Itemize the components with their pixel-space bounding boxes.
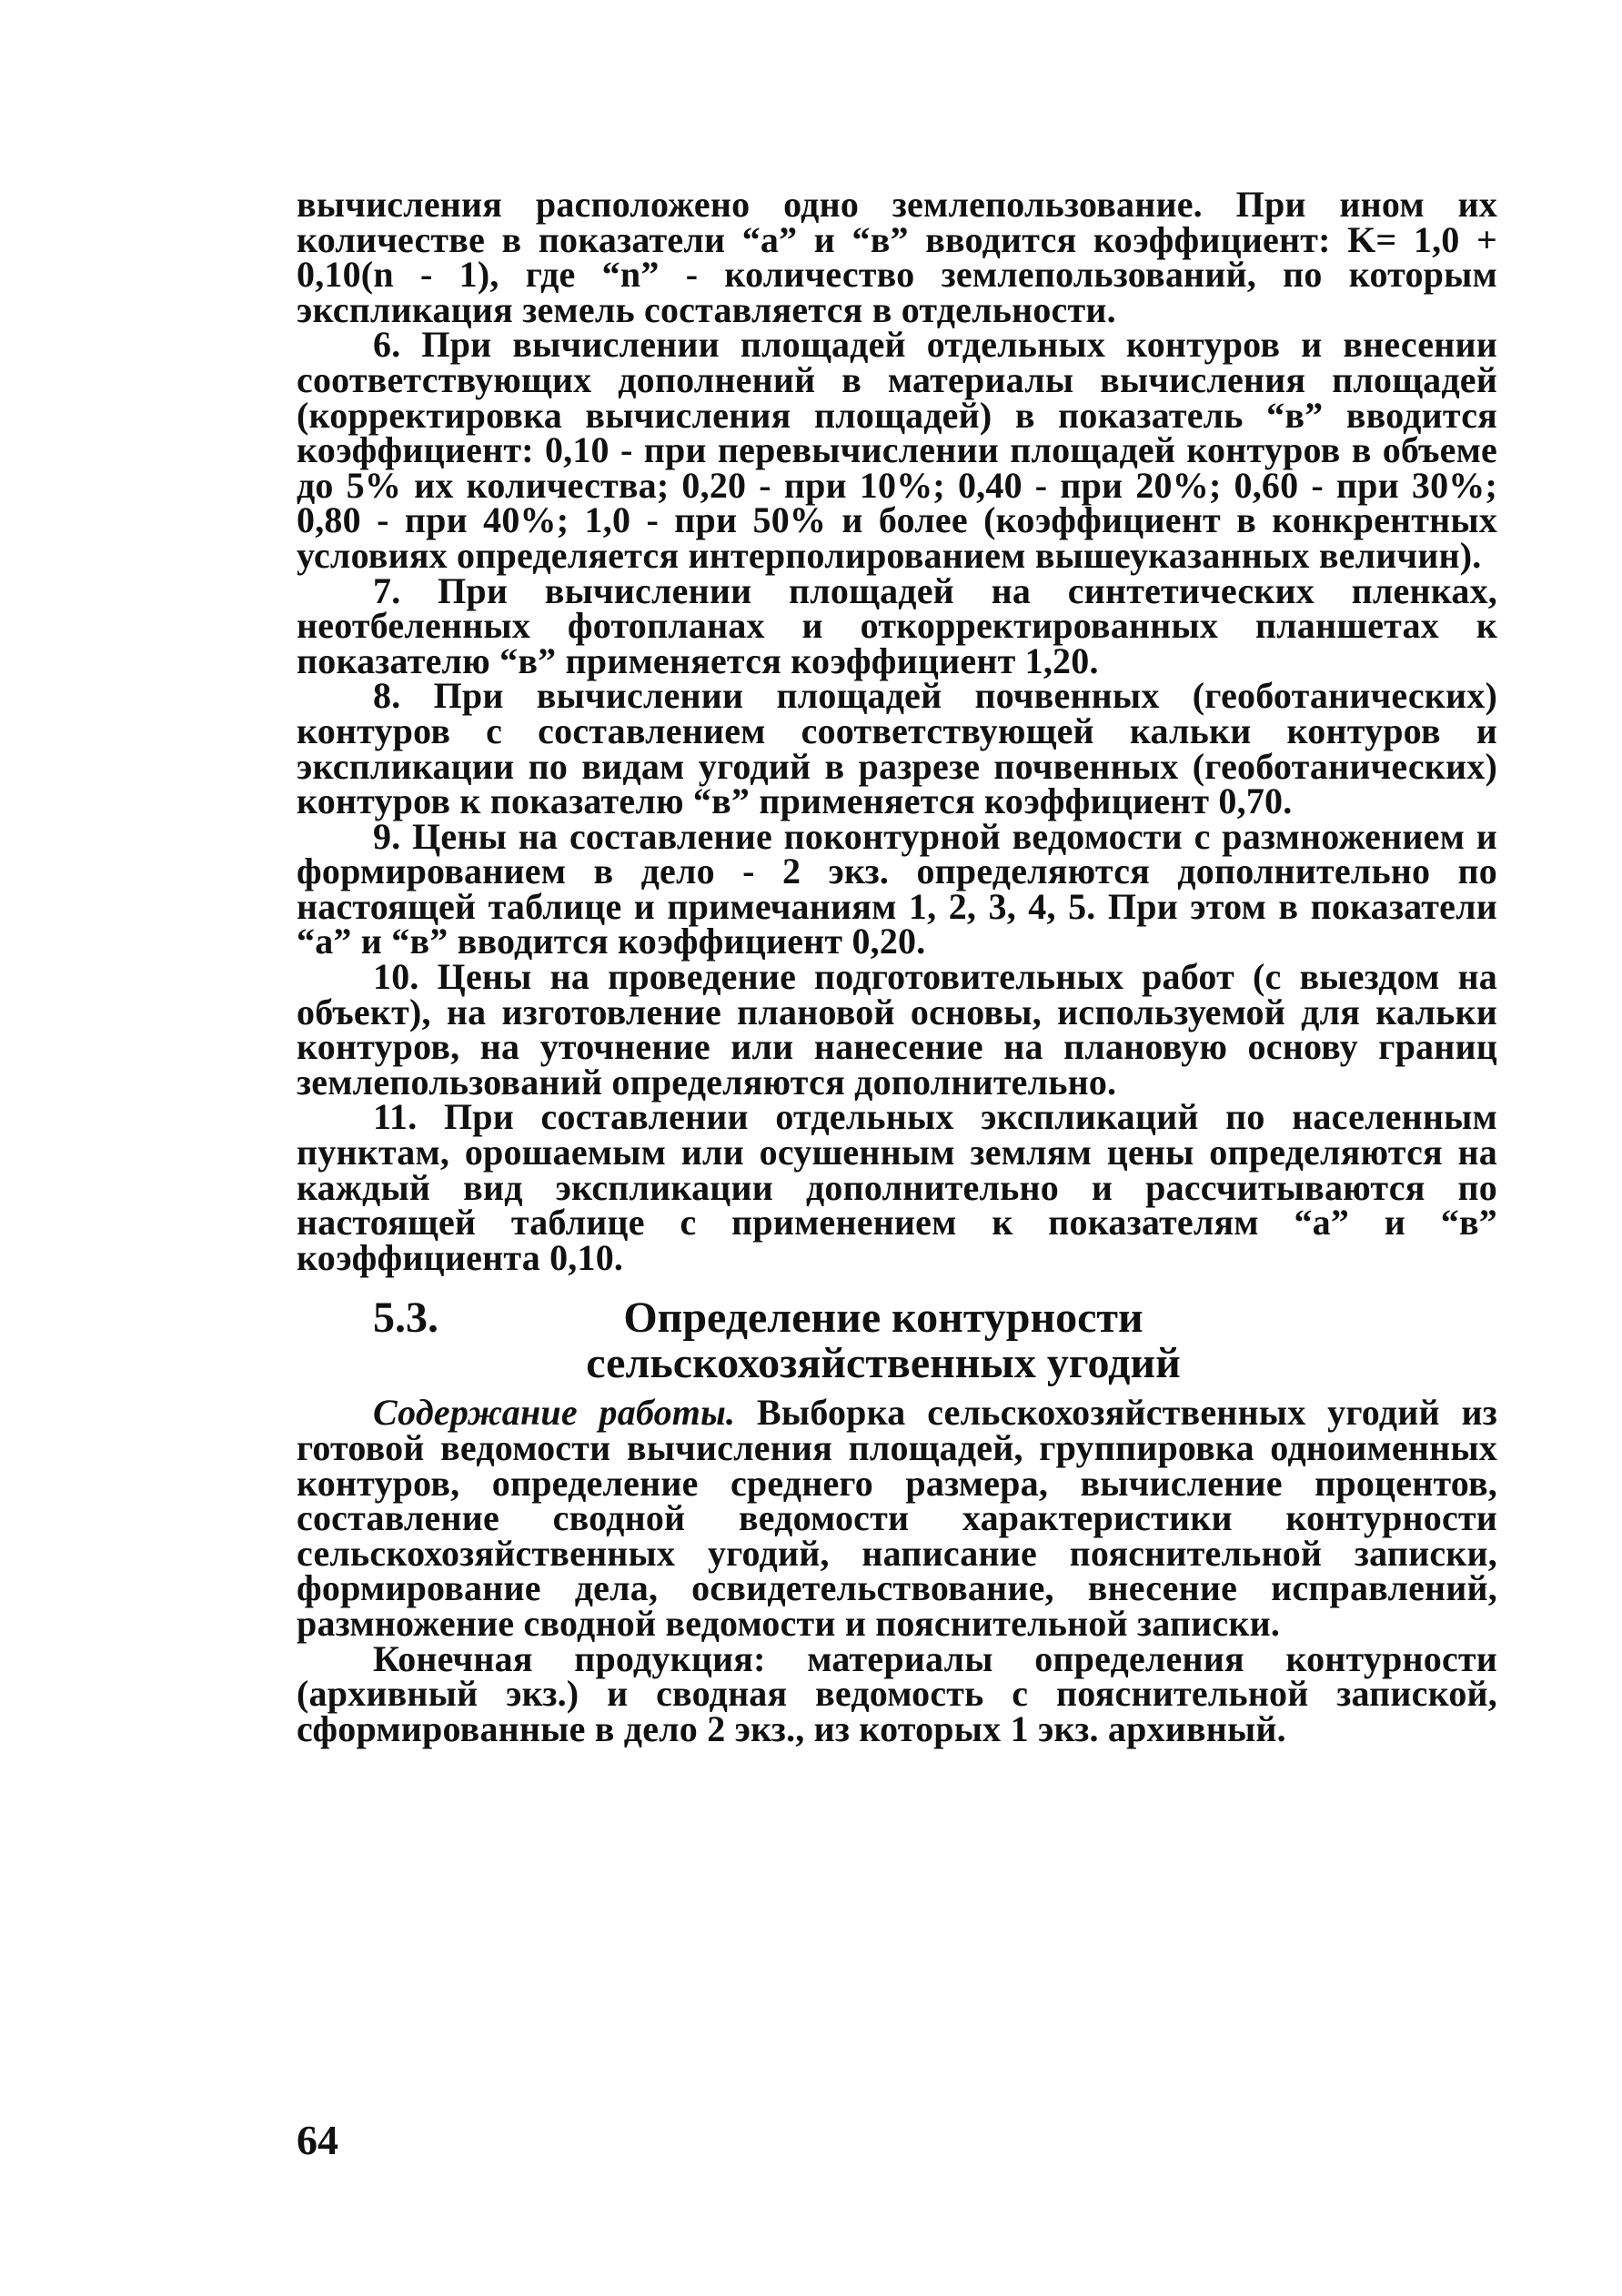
section-number: 5.3. [373,1294,438,1343]
work-content-text: Выборка сельскохозяйственных угодий из готовой ведомости вычисления площадей, группировка одноименных контуров, определение среднего размера, вычисление процентов, составление сводной ведомости характеристики контурности сельскохозяйственных угодий, написание пояснительной записки, формирование дела, освидетельствование, внесение исправлений, размножение сводной ведомости и пояснительной записки. [297,1392,1497,1644]
paragraph-work-content [297,1392,1497,1644]
page-content [297,184,1497,1749]
section-title [442,1295,1497,1386]
section-heading [297,1295,1497,1386]
page-number: 64 [297,2117,338,2163]
paragraph-note-9: 9. Цены на составление поконтурной ведомости с размножением и формированием в дело - 2 экз. определяются дополнительно по настоящей таблице и примечаниям 1, 2, 3, 4, 5. При этом в показатели “а” и “в” вводится коэффициент 0,20. [297,815,1497,962]
section-title-line-2: сельскохозяйственных угодий [586,1339,1181,1388]
paragraph-note-7: 7. При вычислении площадей на синтетических пленках, неотбеленных фотопланах и откорректированных планшетах к показателю “в” применяется коэффициент 1,20. [297,569,1497,681]
paragraph-note-6: 6. При вычислении площадей отдельных контуров и внесении соответствующих дополнений в материалы вычисления площадей (корректировка вычисления площадей) в показатель “в” вводится коэффициент: 0,10 - при перевычислении площадей контуров в объеме до 5% их количества; 0,20 - при 10%; 0,40 - при 20%; 0,60 - при 30%; 0,80 - при 40%; 1,0 - при 50% и более (коэффициент в конкрентных условиях определяется интерполированием вышеуказанных величин). [297,324,1497,576]
paragraph-note-10: 10. Цены на проведение подготовительных работ (с выездом на объект), на изготовление плановой основы, используемой для кальки контуров, на уточнение или нанесение на плановую основу границ землепользований определяются дополнительно. [297,956,1497,1103]
paragraph-final-product: Конечная продукция: материалы определения контурности (архивный экз.) и сводная ведомость с пояснительной запиской, сформированные в дело 2 экз., из которых 1 экз. архивный. [297,1637,1497,1749]
paragraph-continuation: вычисления расположено одно землепользование. При ином их количестве в показатели “а” и “в” вводится коэффициент: K= 1,0 + 0,10(n - 1), где “n” - количество землепользований, по которым экспликация земель составляется в отдельности. [297,184,1497,330]
section-title-line-1: Определение контурности [623,1294,1143,1343]
paragraph-note-8: 8. При вычислении площадей почвенных (геоботанических) контуров с составлением соответствующей кальки контуров и экспликации по видам угодий в разрезе почвенных (геоботанических) контуров к показателю “в” применяется коэффициент 0,70. [297,675,1497,822]
paragraph-note-11: 11. При составлении отдельных экспликаций по населенным пунктам, орошаемым или осушенным землям цены определяются на каждый вид экспликации дополнительно и рассчитываются по настоящей таблице с применением к показателям “а” и “в” коэффициента 0,10. [297,1096,1497,1278]
work-content-lead: Содержание работы. [373,1392,736,1434]
